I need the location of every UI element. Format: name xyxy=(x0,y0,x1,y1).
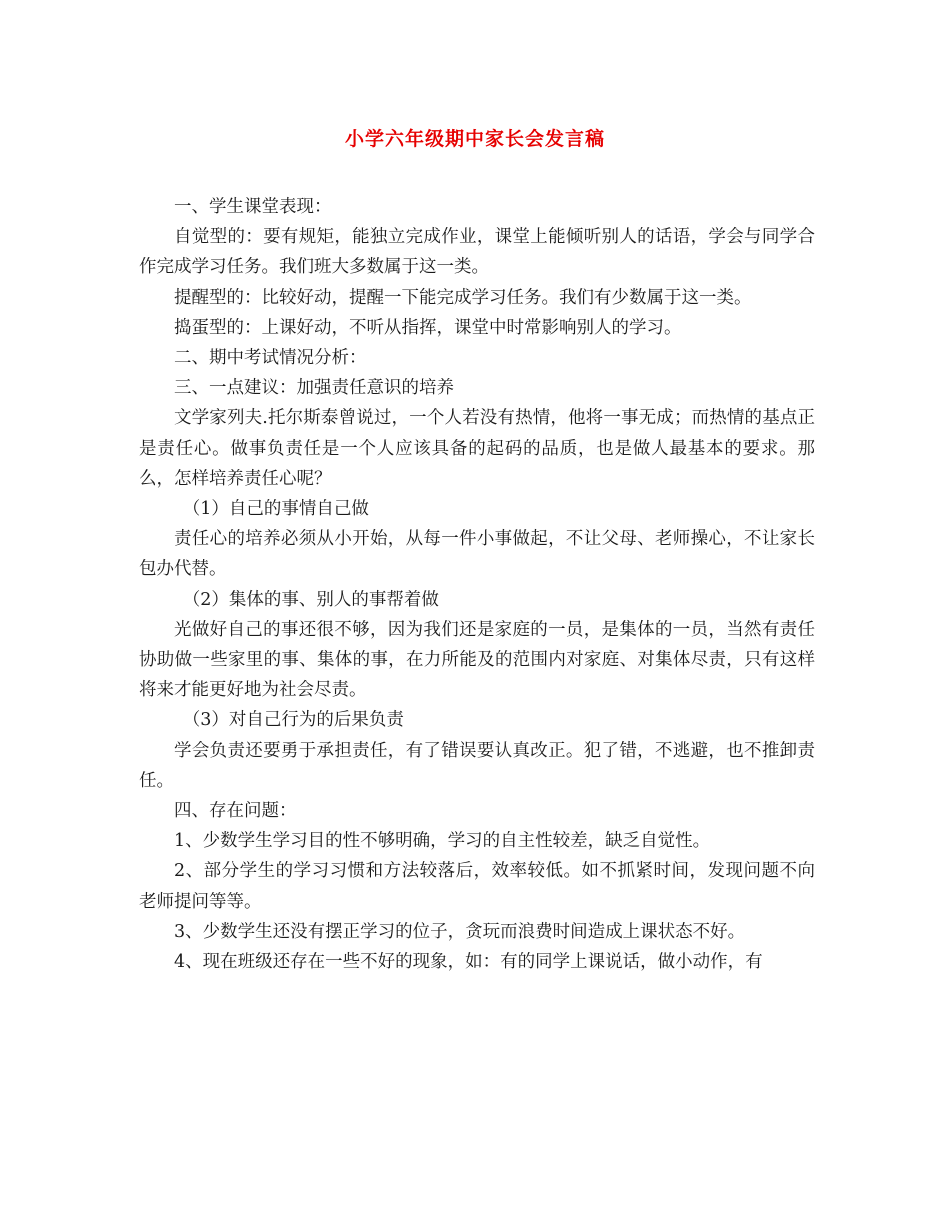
document-body xyxy=(139,192,815,977)
subheading-own-things: （1）自己的事情自己做 xyxy=(182,499,369,520)
problem-item-3: 3、少数学生还没有摆正学习的位子，贪玩而浪费时间造成上课状态不好。 xyxy=(174,921,746,942)
problem-item-2: 2、部分学生的学习习惯和方法较落后，效率较低。如不抓紧时间，发现问题不向老师提问等等。 xyxy=(139,861,815,912)
paragraph-reminder-type: 提醒型的：比较好动，提醒一下能完成学习任务。我们有少数属于这一类。 xyxy=(174,287,752,308)
problem-item-1: 1、少数学生学习目的性不够明确，学习的自主性较差，缺乏自觉性。 xyxy=(174,831,711,852)
paragraph-collective: 光做好自己的事还很不够，因为我们还是家庭的一员，是集体的一员，当然有责任协助做一些家里的事、集体的事，在力所能及的范围内对家庭、对集体尽责，只有这样将来才能更好地为社会尽责。 xyxy=(139,619,815,701)
paragraph-own-things: 责任心的培养必须从小开始，从每一件小事做起，不让父母、老师操心，不让家长包办代替。 xyxy=(139,529,815,580)
problem-item-4: 4、现在班级还存在一些不好的现象，如：有的同学上课说话，做小动作，有 xyxy=(174,952,763,973)
document-title: 小学六年级期中家长会发言稿 xyxy=(344,128,605,150)
subheading-collective: （2）集体的事、别人的事帮着做 xyxy=(182,589,439,610)
paragraph-mischief-type: 捣蛋型的：上课好动，不听从指挥，课堂中时常影响别人的学习。 xyxy=(174,317,682,338)
section-heading-classroom: 一、学生课堂表现： xyxy=(174,197,332,217)
section-heading-exam: 二、期中考试情况分析： xyxy=(174,348,367,369)
paragraph-tolstoy: 文学家列夫.托尔斯泰曾说过，一个人若没有热情，他将一事无成；而热情的基点正是责任心。做事负责任是一个人应该具备的起码的品质，也是做人最基本的要求。那么，怎样培养责任心呢？ xyxy=(139,408,815,489)
section-heading-problems: 四、存在问题： xyxy=(174,801,297,822)
section-heading-suggestion: 三、一点建议：加强责任意识的培养 xyxy=(174,378,454,399)
paragraph-self-disciplined: 自觉型的：要有规矩，能独立完成作业，课堂上能倾听别人的话语，学会与同学合作完成学习任务。我们班大多数属于这一类。 xyxy=(139,227,815,278)
paragraph-consequences: 学会负责还要勇于承担责任，有了错误要认真改正。犯了错，不逃避，也不推卸责任。 xyxy=(139,740,815,791)
subheading-consequences: （3）对自己行为的后果负责 xyxy=(182,710,404,731)
